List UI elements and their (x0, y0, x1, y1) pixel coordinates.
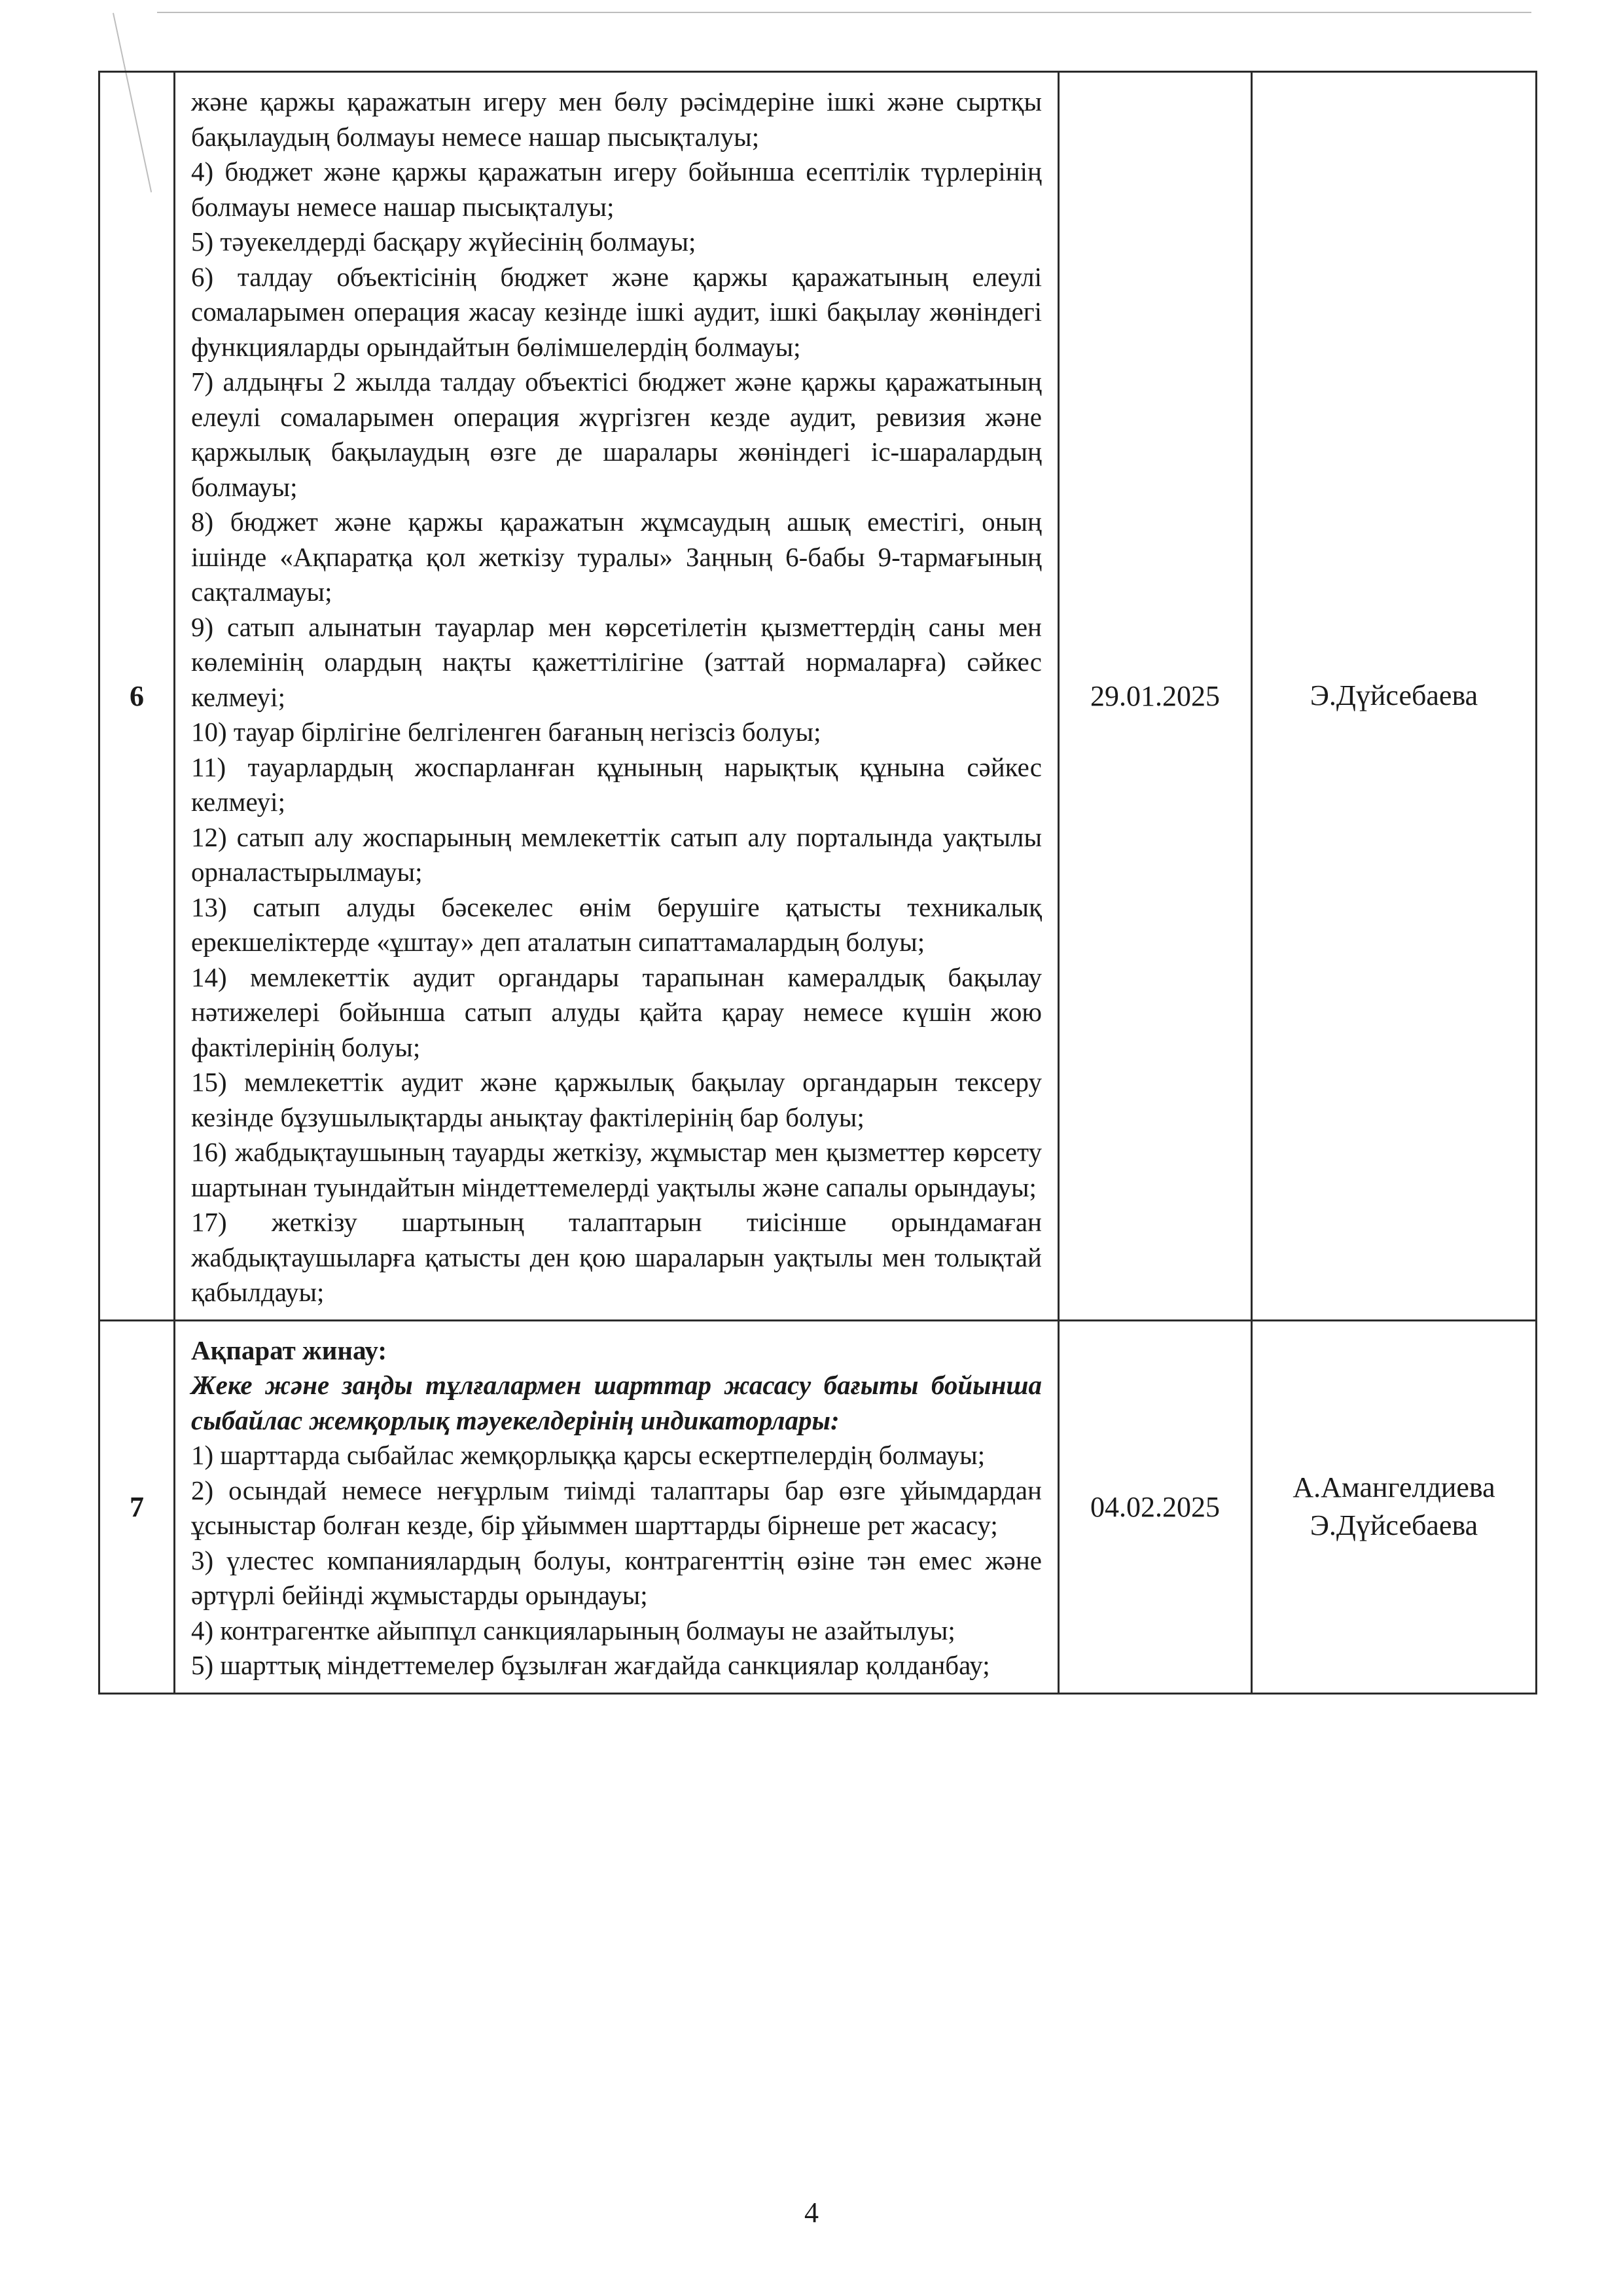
list-item: 4) контрагентке айыппұл санкцияларының болмауы не азайтылуы; (191, 1615, 955, 1645)
list-item: 5) шарттық міндеттемелер бұзылған жағдайда санкциялар қолданбау; (191, 1650, 990, 1680)
list-item: 4) бюджет және қаржы қаражатын игеру бойынша есептілік түрлерінің болмауы немесе нашар пысықталуы; (191, 156, 1042, 222)
responsible-person: А.Амангелдиева (1293, 1471, 1495, 1503)
list-item: 5) тәуекелдерді басқару жүйесінің болмауы; (191, 226, 696, 257)
row-description (175, 72, 1059, 1321)
table-row-6 (99, 72, 1537, 1321)
list-item: 10) тауар бірлігіне белгіленген бағаның негізсіз болуы; (191, 717, 821, 747)
row-description (175, 1320, 1059, 1693)
list-item: 15) мемлекеттік аудит және қаржылық бақылау органдарын тексеру кезінде бұзушылықтарды анықтау фактілерінің бар болуы; (191, 1067, 1042, 1132)
list-item: 12) сатып алу жоспарының мемлекеттік сатып алу порталында уақтылы орналастырылмауы; (191, 821, 1042, 887)
list-item: 8) бюджет және қаржы қаражатын жұмсаудың ашық еместігі, оның ішінде «Ақпаратқа қол жеткізу туралы» Заңның 6-бабы 9-тармағының сақталмауы; (191, 507, 1042, 607)
plan-table (98, 71, 1537, 1695)
row-date: 04.02.2025 (1059, 1320, 1252, 1693)
row-number: 6 (99, 72, 175, 1321)
row-date: 29.01.2025 (1059, 72, 1252, 1321)
list-item: 2) осындай немесе неғұрлым тиімді талаптары бар өзге ұйымдардан ұсыныстар болған кезде, бір ұйыммен шарттарды бірнеше рет жасасу; (191, 1475, 1042, 1540)
row-number: 7 (99, 1320, 175, 1693)
list-item: 14) мемлекеттік аудит органдары тарапынан камералдық бақылау нәтижелері бойынша сатып алуды қайта қарау немесе күшін жою фактілерінің болуы; (191, 961, 1042, 1062)
list-item: және қаржы қаражатын игеру мен бөлу рәсімдеріне ішкі және сыртқы бақылаудың болмауы немесе нашар пысықталуы; (191, 86, 1042, 152)
section-subheading: Жеке және заңды тұлғалармен шарттар жасасу бағыты бойынша сыбайлас жемқорлық тәуекелдерінің индикаторлары: (191, 1370, 1042, 1435)
list-item: 17) жеткізу шартының талаптарын тиісінше орындамаған жабдықтаушыларға қатысты ден қою шараларын уақтылы мен толықтай қабылдауы; (191, 1207, 1042, 1307)
section-heading: Ақпарат жинау: (191, 1335, 387, 1365)
list-item: 6) талдау объектісінің бюджет және қаржы қаражатының елеулі сомаларымен операция жасау кезінде ішкі аудит, ішкі бақылау жөніндегі функцияларды орындайтын бөлімшелердің болмауы; (191, 261, 1042, 362)
list-item: 13) сатып алуды бәсекелес өнім берушіге қатысты техникалық ерекшеліктерде «ұштау» деп аталатын сипаттамалардың болуы; (191, 891, 1042, 957)
row-responsible (1252, 72, 1537, 1321)
row-responsible (1252, 1320, 1537, 1693)
list-item: 9) сатып алынатын тауарлар мен көрсетілетін қызметтердің саны мен көлемінің олардың нақты қажеттілігіне (заттай нормаларға) сәйкес келмеуі; (191, 611, 1042, 712)
responsible-person: Э.Дүйсебаева (1310, 1509, 1478, 1541)
table-row-7 (99, 1320, 1537, 1693)
page-number: 4 (804, 2197, 819, 2229)
list-item: 7) алдыңғы 2 жылда талдау объектісі бюджет және қаржы қаражатының елеулі сомаларымен операция жүргізген кезде аудит, ревизия және қаржылық бақылаудың өзге де шаралары жөніндегі іс-шаралардың болмауы; (191, 367, 1042, 502)
list-item: 16) жабдықтаушының тауарды жеткізу, жұмыстар мен қызметтер көрсету шартынан туындайтын міндеттемелерді уақтылы және сапалы орындауы; (191, 1137, 1042, 1202)
list-item: 1) шарттарда сыбайлас жемқорлыққа қарсы ескертпелердің болмауы; (191, 1440, 986, 1470)
list-item: 3) үлестес компаниялардың болуы, контрагенттің өзіне тән емес және әртүрлі бейінді жұмыстарды орындауы; (191, 1545, 1042, 1610)
list-item: 11) тауарлардың жоспарланған құнының нарықтық құнына сәйкес келмеуі; (191, 751, 1042, 817)
scan-edge-top (157, 12, 1531, 13)
responsible-person: Э.Дүйсебаева (1310, 679, 1478, 712)
